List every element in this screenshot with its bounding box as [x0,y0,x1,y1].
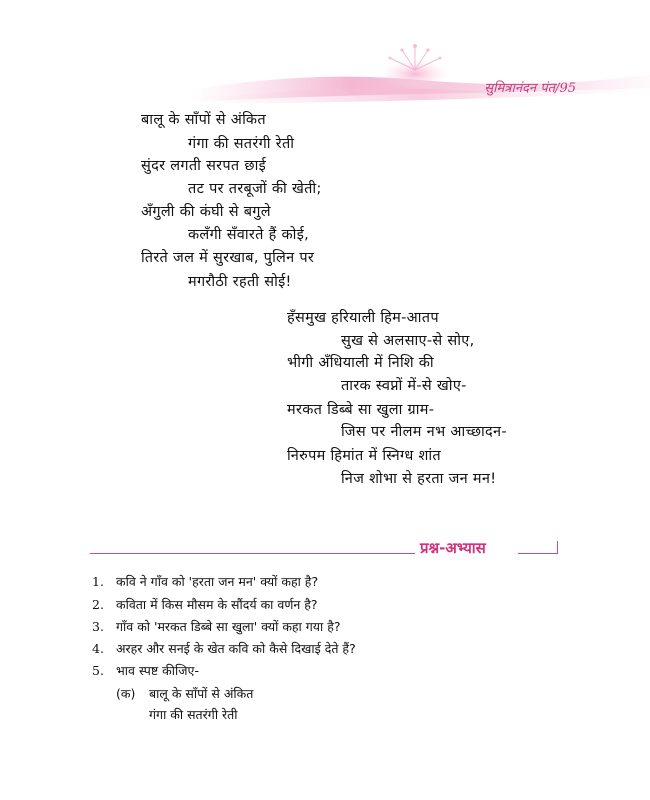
question-number: 3. [92,619,104,634]
question-number: 4. [92,641,104,656]
section-rule [90,553,415,554]
poem-line: सुंदर लगती सरपत छाई [141,158,267,174]
poem-line: कलँगी सँवारते हैं कोई, [188,227,310,243]
question-text: गाँव को 'मरकत डिब्बे सा खुला' क्यों कहा गया है? [116,619,341,634]
poem-line: जिस पर नीलम नभ आच्छादन- [341,424,507,440]
poem-line: तिरते जल में सुरखाब, पुलिन पर [141,250,315,266]
poem-line: अँगुली की कंघी से बगुले [141,204,271,220]
question-text: भाव स्पष्ट कीजिए- [116,663,199,678]
question-number: 1. [92,574,104,589]
section-rule-tick [557,541,558,554]
sub-part-line: बालू के साँपों से अंकित [149,686,254,701]
poem-line: भीगी अँधियाली में निशि की [287,355,434,371]
poem-line: सुख से अलसाए-से सोए, [341,333,475,349]
section-rule [518,553,558,554]
poem-line: बालू के साँपों से अंकित [141,112,266,128]
poem-line: गंगा की सतरंगी रेती [188,136,295,152]
question-number: 2. [92,597,104,612]
sub-part-line: गंगा की सतरंगी रेती [149,707,238,722]
question-text: अरहर और सनई के खेत कवि को कैसे दिखाई देते हैं? [116,641,356,656]
question-number: 5. [92,663,104,678]
poem-line: मगरौठी रहती सोई! [188,274,292,290]
poem-line: तट पर तरबूजों की खेती; [188,181,322,197]
question-text: कवि ने गाँव को 'हरता जन मन' क्यों कहा है? [116,574,319,589]
poem-line: मरकत डिब्बे सा खुला ग्राम- [287,402,435,418]
poem-line: निज शोभा से हरता जन मन! [341,471,497,487]
poem-line: हँसमुख हरियाली हिम-आतप [287,310,439,326]
poem-line: तारक स्वप्नों में-से खोए- [341,378,467,394]
poem-line: निरुपम हिमांत में स्निग्ध शांत [287,448,441,464]
sub-part-label: (क) [116,686,136,701]
header-decoration [190,40,650,120]
question-text: कविता में किस मौसम के सौंदर्य का वर्णन है? [116,597,318,612]
section-title: प्रश्न-अभ्यास [420,539,486,557]
running-head: सुमित्रानंदन पंत/95 [484,81,576,96]
